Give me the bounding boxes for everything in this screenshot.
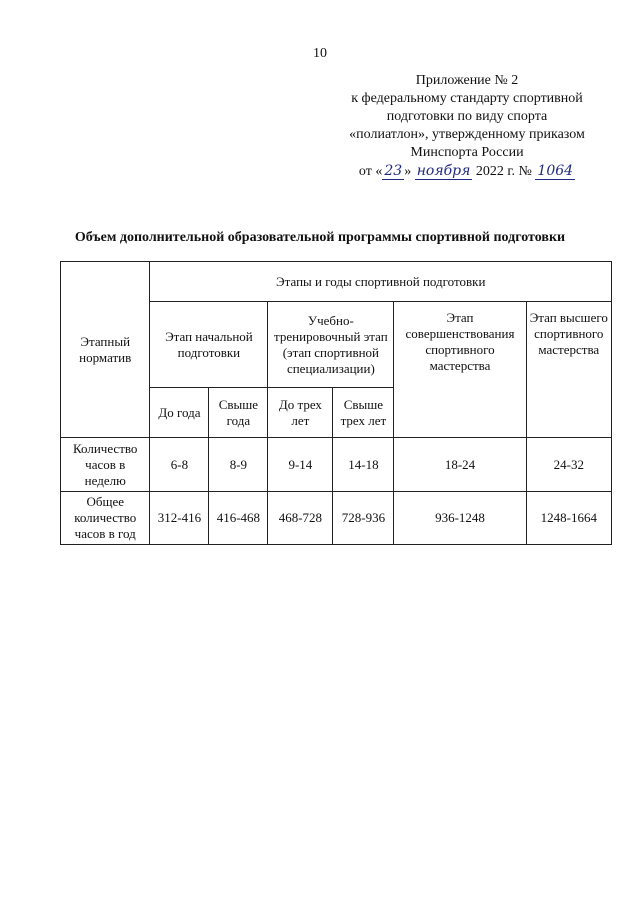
table-cell: 9-14 [268, 438, 333, 492]
subheader-training-1: До трех лет [268, 388, 333, 438]
header-stage-initial: Этап начальной подготовки [150, 302, 268, 388]
header-norm: Этапный норматив [61, 262, 150, 438]
subheader-training-2: Свыше трех лет [333, 388, 394, 438]
appendix-line-5: Минспорта России [410, 145, 524, 160]
table-cell: 18-24 [394, 438, 526, 492]
table-row [61, 438, 612, 492]
row-label: Общее количество часов в год [61, 492, 150, 545]
date-prefix: от « [358, 164, 383, 179]
page-number: 10 [313, 46, 327, 61]
date-mid: » [404, 164, 412, 179]
table-cell: 14-18 [333, 438, 394, 492]
header-stage-improvement: Этап совершенствования спортивного мастерства [394, 302, 526, 438]
header-stage-training: Учебно-тренировочный этап (этап спортивной специализации) [268, 302, 394, 388]
table-cell: 468-728 [268, 492, 333, 545]
table-header-row [61, 262, 612, 302]
table-cell: 6-8 [150, 438, 209, 492]
appendix-line-3: подготовки по виду спорта [386, 109, 548, 124]
table-cell: 24-32 [526, 438, 611, 492]
appendix-line-2: к федеральному стандарту спортивной [351, 91, 583, 106]
table-cell: 936-1248 [394, 492, 526, 545]
subheader-initial-1: До года [150, 388, 209, 438]
program-volume-table [60, 261, 612, 545]
subheader-initial-2: Свыше года [209, 388, 268, 438]
document-title: Объем дополнительной образовательной программы спортивной подготовки [74, 230, 566, 245]
table-cell: 1248-1664 [526, 492, 611, 545]
table-cell: 312-416 [150, 492, 209, 545]
header-stages: Этапы и годы спортивной подготовки [150, 262, 612, 302]
table-cell: 728-936 [333, 492, 394, 545]
appendix-date-line [332, 162, 602, 181]
date-year: 2022 г. № [475, 164, 532, 179]
row-label: Количество часов в неделю [61, 438, 150, 492]
table-cell: 8-9 [209, 438, 268, 492]
table-cell: 416-468 [209, 492, 268, 545]
appendix-line-4: «полиатлон», утвержденному приказом [349, 127, 585, 142]
table-row [61, 492, 612, 545]
order-number-handwritten: 1064 [537, 163, 574, 179]
appendix-line-1: Приложение № 2 [415, 73, 519, 88]
date-day-handwritten: 23 [384, 163, 403, 179]
appendix-block [332, 72, 602, 181]
date-month-handwritten: ноября [416, 163, 471, 179]
header-stage-higher: Этап высшего спортивного мастерства [526, 302, 611, 438]
